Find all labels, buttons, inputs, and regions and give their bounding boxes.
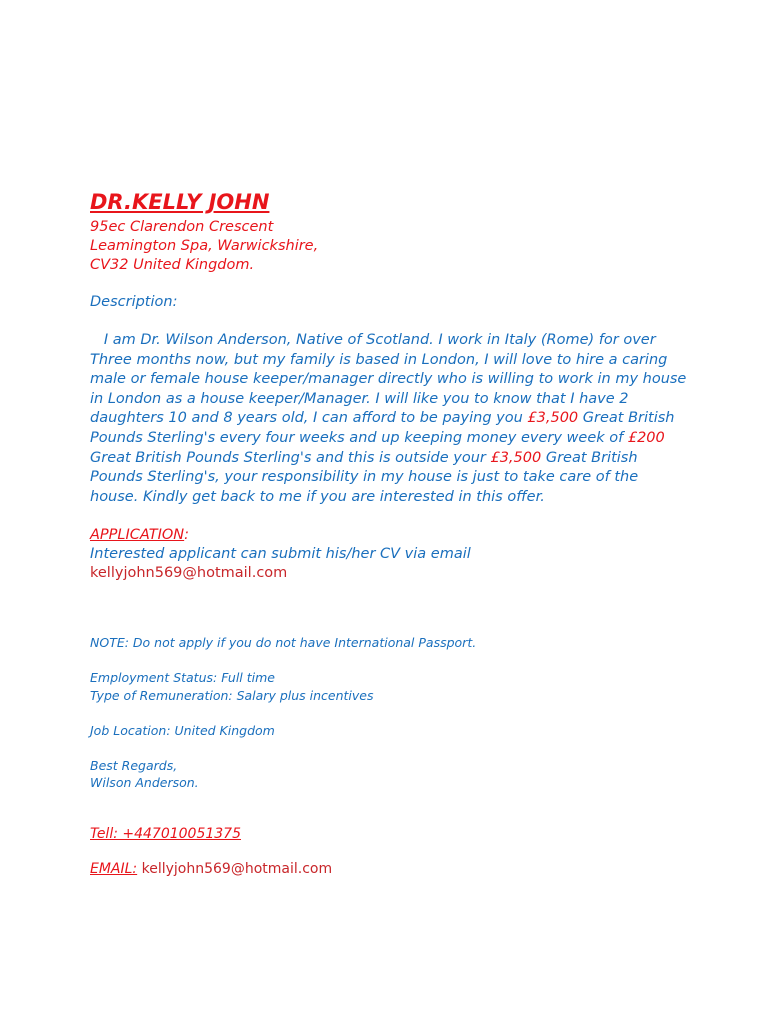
- phone-number-link[interactable]: Tell: +447010051375: [90, 825, 241, 842]
- description-text-1: I am Dr. Wilson Anderson, Native of Scotland. I work in Italy (Rome) for over Three months now, but my family is based in London, I will love to hire a caring male or female house keeper/manager directly who is willing to work in my house in London as a house keeper/Manager. I will like you to know that I have 2 daughters 10 and 8 years old, I can afford to be paying you: [90, 332, 687, 427]
- application-label: APPLICATION: [90, 527, 185, 544]
- description-text-4: Great British Pounds Sterling's, your responsibility in my house is just to take care of the house. Kindly get back to me if you are interested in this offer.: [90, 449, 639, 505]
- sender-address: [90, 218, 700, 275]
- closing-regards: Best Regards,: [90, 757, 178, 773]
- description-label: Description:: [90, 294, 178, 310]
- address-line-2: Leamington Spa, Warwickshire,: [90, 238, 319, 254]
- contact-email-line: [90, 860, 700, 879]
- application-email-link[interactable]: kellyjohn569@hotmail.com: [90, 565, 288, 582]
- job-location: Job Location: United Kingdom: [90, 722, 275, 738]
- contact-email-label: EMAIL:: [90, 860, 138, 877]
- application-colon: :: [184, 527, 190, 544]
- remuneration-type: Type of Remuneration: Salary plus incentives: [90, 687, 374, 703]
- salary-amount-repeat: £3,500: [490, 449, 542, 466]
- contact-email-link[interactable]: kellyjohn569@hotmail.com: [141, 860, 333, 877]
- signoff-name: Wilson Anderson.: [90, 775, 199, 791]
- description-text-2: Great British Pounds Sterling's every four weeks and up keeping money every week of: [90, 410, 675, 446]
- application-instructions: Interested applicant can submit his/her CV via email: [90, 546, 471, 563]
- sender-name: DR.KELLY JOHN: [90, 190, 270, 214]
- upkeep-amount: £200: [627, 429, 665, 446]
- employment-status: Employment Status: Full time: [90, 670, 275, 686]
- address-line-1: 95ec Clarendon Crescent: [90, 219, 274, 235]
- description-text-3: Great British Pounds Sterling's and this is outside your: [90, 449, 491, 466]
- application-heading: [90, 526, 700, 545]
- letter: [90, 186, 700, 879]
- phone-line: [90, 825, 700, 844]
- note-text: NOTE: Do not apply if you do not have International Passport.: [90, 635, 477, 651]
- salary-amount: £3,500: [527, 410, 579, 427]
- address-line-3: CV32 United Kingdom.: [90, 257, 255, 273]
- description-paragraph: [90, 331, 690, 507]
